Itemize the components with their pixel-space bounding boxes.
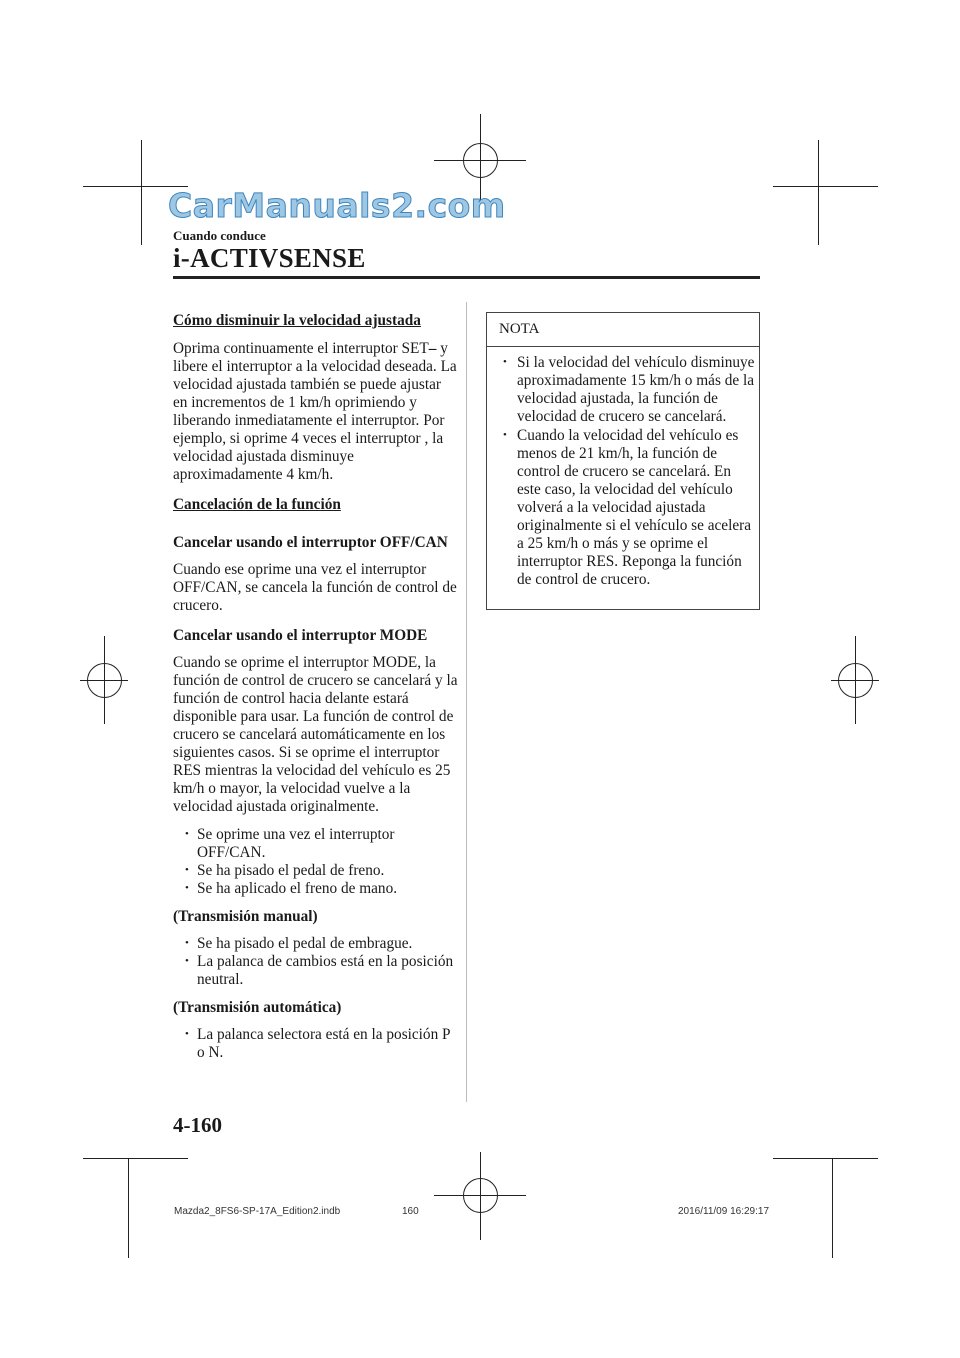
heading-cancel-off-can: Cancelar usando el interruptor OFF/CAN [173,534,448,551]
list-item: • La palanca selectora está en la posición P o N. [185,1026,458,1062]
list-item: • La palanca de cambios está en la posición neutral. [185,953,458,989]
footer-datetime: 2016/11/09 16:29:17 [678,1206,770,1217]
heading-cancel-function: Cancelación de la función [173,496,341,513]
column-divider [466,302,467,1102]
list-item: • Se ha aplicado el freno de mano. [185,880,458,898]
paragraph-cancel-mode-1: Cuando se oprime el interruptor MODE, la función de control de crucero se cancelará y la función de control hacia delante estará disponible para usar. [173,654,458,725]
list-item: • Se ha pisado el pedal de freno. [185,862,458,880]
list-item: • Se ha pisado el pedal de embrague. [185,935,458,953]
manual-transmission-list [173,935,458,989]
note-item: • Cuando la velocidad del vehículo es menos de 21 km/h, la función de control de crucero se cancelará. En este caso, la velocidad del vehículo volverá a la velocidad ajustada originalmente si el vehículo se acelera a 25 km/h o más y se oprime el interruptor RES. Reponga la función de control de crucero. [501,427,755,589]
paragraph-cancel-off-can: Cuando ese oprime una vez el interruptor OFF/CAN, se cancela la función de control de crucero. [173,561,457,614]
note-label: NOTA [499,321,540,337]
note-item: • Si la velocidad del vehículo disminuye aproximadamente 15 km/h o más de la velocidad ajustada, la función de velocidad de crucero se cancelará. [501,354,755,426]
watermark-logo: CarManuals2.com [168,186,506,225]
heading-manual-transmission: (Transmisión manual) [173,908,318,925]
paragraph-cancel-mode [173,654,458,816]
auto-cancel-list [173,826,458,898]
automatic-transmission-list [173,1026,458,1062]
heading-decrease-speed: Cómo disminuir la velocidad ajustada [173,312,421,329]
footer-page: 160 [402,1206,419,1217]
page-number: 4-160 [173,1113,222,1137]
heading-automatic-transmission: (Transmisión automática) [173,999,342,1016]
paragraph-decrease-1a: Oprima continuamente el interruptor SET [173,340,429,357]
header-rule [173,276,760,279]
left-column [173,312,458,1072]
section-label: Cuando conduce [173,228,266,243]
paragraph-decrease-1 [173,340,458,484]
page-title: i-ACTIVSENSE [173,243,366,273]
paragraph-cancel-mode-2: La función de control de crucero se cancelará automáticamente en los siguientes casos. Si se oprime el interruptor RES mientras la velocidad del vehículo es 25 km/h o mayor, la velocidad vuelve a la velocidad ajustada originalmente. [173,708,454,815]
note-divider [487,346,759,347]
note-list [501,354,755,590]
minus-symbol: – [428,340,437,357]
note-box [486,312,760,610]
paragraph-decrease-1b: y libere el interruptor a la velocidad deseada. [173,340,448,375]
list-item: • Se oprime una vez el interruptor OFF/CAN. [185,826,458,862]
paragraph-decrease-2: La velocidad ajustada también se puede ajustar en incrementos de 1 km/h oprimiendo y liberando inmediatamente el interruptor. Por ejemplo, si oprime 4 veces el interruptor , la velocidad ajustada disminuye aproximadamente 4 km/h. [173,358,457,483]
footer-filename: Mazda2_8FS6-SP-17A_Edition2.indb [174,1206,341,1217]
heading-cancel-mode: Cancelar usando el interruptor MODE [173,627,428,644]
